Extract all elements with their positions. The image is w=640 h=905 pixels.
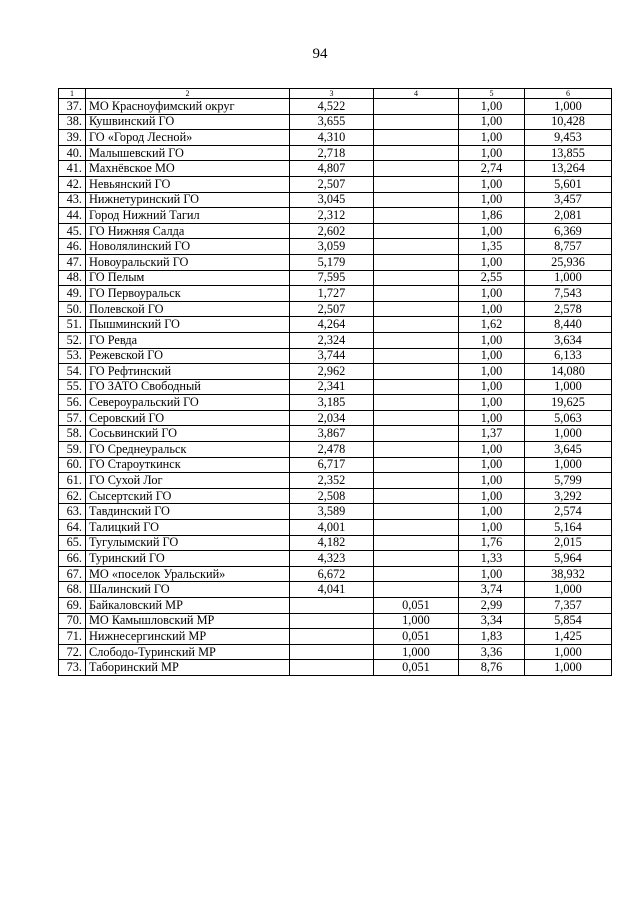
column-4-value: [374, 442, 459, 458]
column-header-1: 1: [59, 89, 86, 99]
municipality-name: Кушвинский ГО: [86, 114, 290, 130]
column-3-value: 3,589: [290, 504, 374, 520]
column-6-value: 1,000: [525, 644, 612, 660]
column-6-value: 10,428: [525, 114, 612, 130]
column-4-value: [374, 395, 459, 411]
row-number: 42.: [59, 176, 86, 192]
row-number: 50.: [59, 301, 86, 317]
table-row: [59, 176, 612, 192]
row-number: 52.: [59, 332, 86, 348]
municipality-name: ГО Нижняя Салда: [86, 223, 290, 239]
column-5-value: 1,00: [459, 473, 525, 489]
column-3-value: 3,867: [290, 426, 374, 442]
column-6-value: 25,936: [525, 254, 612, 270]
column-6-value: 1,000: [525, 270, 612, 286]
table-row: [59, 254, 612, 270]
column-4-value: [374, 332, 459, 348]
municipality-name: Байкаловский МР: [86, 598, 290, 614]
column-4-value: [374, 254, 459, 270]
municipality-name: Город Нижний Тагил: [86, 208, 290, 224]
column-5-value: 1,76: [459, 535, 525, 551]
column-6-value: 19,625: [525, 395, 612, 411]
row-number: 46.: [59, 239, 86, 255]
column-4-value: [374, 504, 459, 520]
row-number: 58.: [59, 426, 86, 442]
municipality-name: ГО Староуткинск: [86, 457, 290, 473]
column-4-value: 0,051: [374, 629, 459, 645]
municipality-name: ГО Среднеуральск: [86, 442, 290, 458]
table-row: [59, 161, 612, 177]
row-number: 38.: [59, 114, 86, 130]
table-row: [59, 286, 612, 302]
column-3-value: 2,508: [290, 488, 374, 504]
row-number: 73.: [59, 660, 86, 676]
column-6-value: 6,133: [525, 348, 612, 364]
municipality-name: Сосьвинский ГО: [86, 426, 290, 442]
column-4-value: [374, 582, 459, 598]
column-5-value: 1,00: [459, 114, 525, 130]
table-row: [59, 535, 612, 551]
column-6-value: 1,000: [525, 426, 612, 442]
column-5-value: 1,37: [459, 426, 525, 442]
column-5-value: 2,99: [459, 598, 525, 614]
column-5-value: 3,36: [459, 644, 525, 660]
row-number: 57.: [59, 410, 86, 426]
row-number: 49.: [59, 286, 86, 302]
column-6-value: 5,164: [525, 520, 612, 536]
row-number: 59.: [59, 442, 86, 458]
table-row: [59, 457, 612, 473]
column-3-value: 2,602: [290, 223, 374, 239]
column-4-value: [374, 426, 459, 442]
table-row: [59, 192, 612, 208]
column-4-value: [374, 239, 459, 255]
table-row: [59, 644, 612, 660]
column-6-value: 8,757: [525, 239, 612, 255]
table-row: [59, 223, 612, 239]
column-5-value: 2,55: [459, 270, 525, 286]
table-row: [59, 473, 612, 489]
column-3-value: 4,264: [290, 317, 374, 333]
column-4-value: 1,000: [374, 613, 459, 629]
column-4-value: [374, 410, 459, 426]
column-3-value: [290, 613, 374, 629]
column-4-value: [374, 99, 459, 115]
column-3-value: 2,034: [290, 410, 374, 426]
column-4-value: [374, 379, 459, 395]
municipality-name: Нижнесергинский МР: [86, 629, 290, 645]
column-3-value: 3,045: [290, 192, 374, 208]
table-row: [59, 208, 612, 224]
row-number: 63.: [59, 504, 86, 520]
column-5-value: 1,00: [459, 192, 525, 208]
column-3-value: 1,727: [290, 286, 374, 302]
column-6-value: 3,645: [525, 442, 612, 458]
column-5-value: 1,00: [459, 442, 525, 458]
column-4-value: [374, 145, 459, 161]
column-3-value: 2,312: [290, 208, 374, 224]
row-number: 40.: [59, 145, 86, 161]
column-5-value: 1,00: [459, 520, 525, 536]
coefficients-table: [58, 88, 612, 676]
municipality-name: Нижнетуринский ГО: [86, 192, 290, 208]
column-header-6: 6: [525, 89, 612, 99]
municipality-name: Слободо-Туринский МР: [86, 644, 290, 660]
municipality-name: Шалинский ГО: [86, 582, 290, 598]
column-5-value: 1,00: [459, 130, 525, 146]
column-5-value: 1,00: [459, 99, 525, 115]
municipality-name: ГО «Город Лесной»: [86, 130, 290, 146]
municipality-name: Малышевский ГО: [86, 145, 290, 161]
table-row: [59, 364, 612, 380]
column-3-value: 2,324: [290, 332, 374, 348]
column-4-value: [374, 270, 459, 286]
column-3-value: 3,744: [290, 348, 374, 364]
row-number: 48.: [59, 270, 86, 286]
row-number: 56.: [59, 395, 86, 411]
column-3-value: 3,059: [290, 239, 374, 255]
column-6-value: 13,264: [525, 161, 612, 177]
row-number: 61.: [59, 473, 86, 489]
municipality-name: Североуральский ГО: [86, 395, 290, 411]
table-row: [59, 270, 612, 286]
column-6-value: 3,292: [525, 488, 612, 504]
municipality-name: Полевской ГО: [86, 301, 290, 317]
column-4-value: [374, 520, 459, 536]
column-6-value: 1,425: [525, 629, 612, 645]
column-3-value: 5,179: [290, 254, 374, 270]
column-4-value: [374, 317, 459, 333]
column-3-value: 2,352: [290, 473, 374, 489]
row-number: 47.: [59, 254, 86, 270]
column-4-value: [374, 348, 459, 364]
row-number: 72.: [59, 644, 86, 660]
table-row: [59, 130, 612, 146]
row-number: 37.: [59, 99, 86, 115]
municipality-name: Махнёвское МО: [86, 161, 290, 177]
column-3-value: 4,522: [290, 99, 374, 115]
column-3-value: [290, 644, 374, 660]
column-4-value: [374, 176, 459, 192]
municipality-name: Режевской ГО: [86, 348, 290, 364]
column-6-value: 7,357: [525, 598, 612, 614]
column-3-value: 3,655: [290, 114, 374, 130]
table-row: [59, 442, 612, 458]
row-number: 55.: [59, 379, 86, 395]
municipality-name: МО Красноуфимский округ: [86, 99, 290, 115]
municipality-name: ГО Пелым: [86, 270, 290, 286]
column-3-value: 4,310: [290, 130, 374, 146]
column-3-value: 2,718: [290, 145, 374, 161]
column-5-value: 1,00: [459, 301, 525, 317]
column-6-value: 1,000: [525, 660, 612, 676]
municipality-name: Новоуральский ГО: [86, 254, 290, 270]
table-row: [59, 317, 612, 333]
municipality-name: Туринский ГО: [86, 551, 290, 567]
row-number: 45.: [59, 223, 86, 239]
column-3-value: 2,478: [290, 442, 374, 458]
column-6-value: 3,634: [525, 332, 612, 348]
row-number: 65.: [59, 535, 86, 551]
column-6-value: 1,000: [525, 582, 612, 598]
column-4-value: [374, 114, 459, 130]
column-6-value: 2,015: [525, 535, 612, 551]
column-6-value: 5,964: [525, 551, 612, 567]
column-6-value: 5,601: [525, 176, 612, 192]
column-5-value: 3,74: [459, 582, 525, 598]
column-5-value: 8,76: [459, 660, 525, 676]
row-number: 53.: [59, 348, 86, 364]
column-4-value: [374, 286, 459, 302]
municipality-name: ГО Сухой Лог: [86, 473, 290, 489]
column-3-value: 4,807: [290, 161, 374, 177]
column-5-value: 1,00: [459, 379, 525, 395]
table-row: [59, 488, 612, 504]
column-6-value: 7,543: [525, 286, 612, 302]
table-row: [59, 332, 612, 348]
table-row: [59, 114, 612, 130]
column-3-value: [290, 629, 374, 645]
column-4-value: [374, 301, 459, 317]
column-header-4: 4: [374, 89, 459, 99]
column-5-value: 1,00: [459, 504, 525, 520]
column-5-value: 1,00: [459, 223, 525, 239]
table-row: [59, 395, 612, 411]
row-number: 43.: [59, 192, 86, 208]
header-row: [59, 89, 612, 99]
column-5-value: 1,00: [459, 566, 525, 582]
column-4-value: [374, 473, 459, 489]
row-number: 51.: [59, 317, 86, 333]
column-5-value: 1,00: [459, 395, 525, 411]
table-row: [59, 582, 612, 598]
column-5-value: 1,35: [459, 239, 525, 255]
column-3-value: 6,717: [290, 457, 374, 473]
municipality-name: МО Камышловский МР: [86, 613, 290, 629]
row-number: 70.: [59, 613, 86, 629]
table-row: [59, 613, 612, 629]
table-row: [59, 239, 612, 255]
column-6-value: 3,457: [525, 192, 612, 208]
municipality-name: Тугулымский ГО: [86, 535, 290, 551]
table-row: [59, 520, 612, 536]
municipality-name: Серовский ГО: [86, 410, 290, 426]
column-5-value: 1,00: [459, 145, 525, 161]
municipality-name: Таборинский МР: [86, 660, 290, 676]
column-6-value: 2,081: [525, 208, 612, 224]
municipality-name: Невьянский ГО: [86, 176, 290, 192]
municipality-name: ГО Ревда: [86, 332, 290, 348]
column-5-value: 1,00: [459, 254, 525, 270]
column-4-value: [374, 551, 459, 567]
table-row: [59, 301, 612, 317]
column-3-value: 4,041: [290, 582, 374, 598]
table-row: [59, 99, 612, 115]
column-3-value: 4,182: [290, 535, 374, 551]
column-4-value: [374, 161, 459, 177]
row-number: 54.: [59, 364, 86, 380]
row-number: 62.: [59, 488, 86, 504]
column-4-value: 0,051: [374, 660, 459, 676]
column-6-value: 1,000: [525, 457, 612, 473]
municipality-name: Сысертский ГО: [86, 488, 290, 504]
column-5-value: 1,00: [459, 332, 525, 348]
column-6-value: 2,578: [525, 301, 612, 317]
row-number: 66.: [59, 551, 86, 567]
column-5-value: 1,00: [459, 176, 525, 192]
table-body: [59, 99, 612, 676]
column-4-value: [374, 208, 459, 224]
column-header-5: 5: [459, 89, 525, 99]
row-number: 64.: [59, 520, 86, 536]
municipality-name: Тавдинский ГО: [86, 504, 290, 520]
column-5-value: 3,34: [459, 613, 525, 629]
column-6-value: 1,000: [525, 99, 612, 115]
column-4-value: [374, 192, 459, 208]
page-number: 94: [312, 46, 328, 62]
column-5-value: 1,00: [459, 410, 525, 426]
column-6-value: 38,932: [525, 566, 612, 582]
column-4-value: [374, 130, 459, 146]
column-3-value: 3,185: [290, 395, 374, 411]
column-3-value: 7,595: [290, 270, 374, 286]
row-number: 67.: [59, 566, 86, 582]
column-5-value: 1,62: [459, 317, 525, 333]
column-6-value: 5,799: [525, 473, 612, 489]
table-row: [59, 660, 612, 676]
municipality-name: Талицкий ГО: [86, 520, 290, 536]
column-6-value: 6,369: [525, 223, 612, 239]
column-5-value: 1,00: [459, 286, 525, 302]
column-3-value: [290, 598, 374, 614]
column-6-value: 9,453: [525, 130, 612, 146]
column-3-value: [290, 660, 374, 676]
column-6-value: 8,440: [525, 317, 612, 333]
column-6-value: 14,080: [525, 364, 612, 380]
column-4-value: [374, 535, 459, 551]
column-4-value: [374, 223, 459, 239]
column-6-value: 2,574: [525, 504, 612, 520]
column-3-value: 4,001: [290, 520, 374, 536]
column-5-value: 1,00: [459, 488, 525, 504]
table-row: [59, 426, 612, 442]
column-5-value: 1,00: [459, 364, 525, 380]
row-number: 68.: [59, 582, 86, 598]
row-number: 71.: [59, 629, 86, 645]
table-row: [59, 348, 612, 364]
column-3-value: 4,323: [290, 551, 374, 567]
column-5-value: 2,74: [459, 161, 525, 177]
column-6-value: 5,063: [525, 410, 612, 426]
column-3-value: 2,507: [290, 176, 374, 192]
table-row: [59, 566, 612, 582]
column-3-value: 2,962: [290, 364, 374, 380]
table-header: [59, 89, 612, 99]
municipality-name: Пышминский ГО: [86, 317, 290, 333]
row-number: 60.: [59, 457, 86, 473]
municipality-name: ГО Рефтинский: [86, 364, 290, 380]
table-row: [59, 379, 612, 395]
municipality-name: МО «поселок Уральский»: [86, 566, 290, 582]
row-number: 69.: [59, 598, 86, 614]
column-3-value: 2,507: [290, 301, 374, 317]
column-6-value: 13,855: [525, 145, 612, 161]
municipality-name: Новолялинский ГО: [86, 239, 290, 255]
municipality-name: ГО ЗАТО Свободный: [86, 379, 290, 395]
row-number: 41.: [59, 161, 86, 177]
municipality-name: ГО Первоуральск: [86, 286, 290, 302]
column-header-3: 3: [290, 89, 374, 99]
table-row: [59, 410, 612, 426]
column-4-value: [374, 488, 459, 504]
table-row: [59, 145, 612, 161]
column-4-value: [374, 364, 459, 380]
column-6-value: 1,000: [525, 379, 612, 395]
column-5-value: 1,00: [459, 348, 525, 364]
table-row: [59, 629, 612, 645]
column-5-value: 1,86: [459, 208, 525, 224]
row-number: 39.: [59, 130, 86, 146]
column-4-value: 0,051: [374, 598, 459, 614]
column-5-value: 1,33: [459, 551, 525, 567]
column-4-value: 1,000: [374, 644, 459, 660]
row-number: 44.: [59, 208, 86, 224]
column-5-value: 1,00: [459, 457, 525, 473]
column-3-value: 6,672: [290, 566, 374, 582]
table-row: [59, 598, 612, 614]
column-6-value: 5,854: [525, 613, 612, 629]
column-5-value: 1,83: [459, 629, 525, 645]
table-row: [59, 504, 612, 520]
column-header-2: 2: [86, 89, 290, 99]
column-4-value: [374, 457, 459, 473]
column-4-value: [374, 566, 459, 582]
column-3-value: 2,341: [290, 379, 374, 395]
table-row: [59, 551, 612, 567]
